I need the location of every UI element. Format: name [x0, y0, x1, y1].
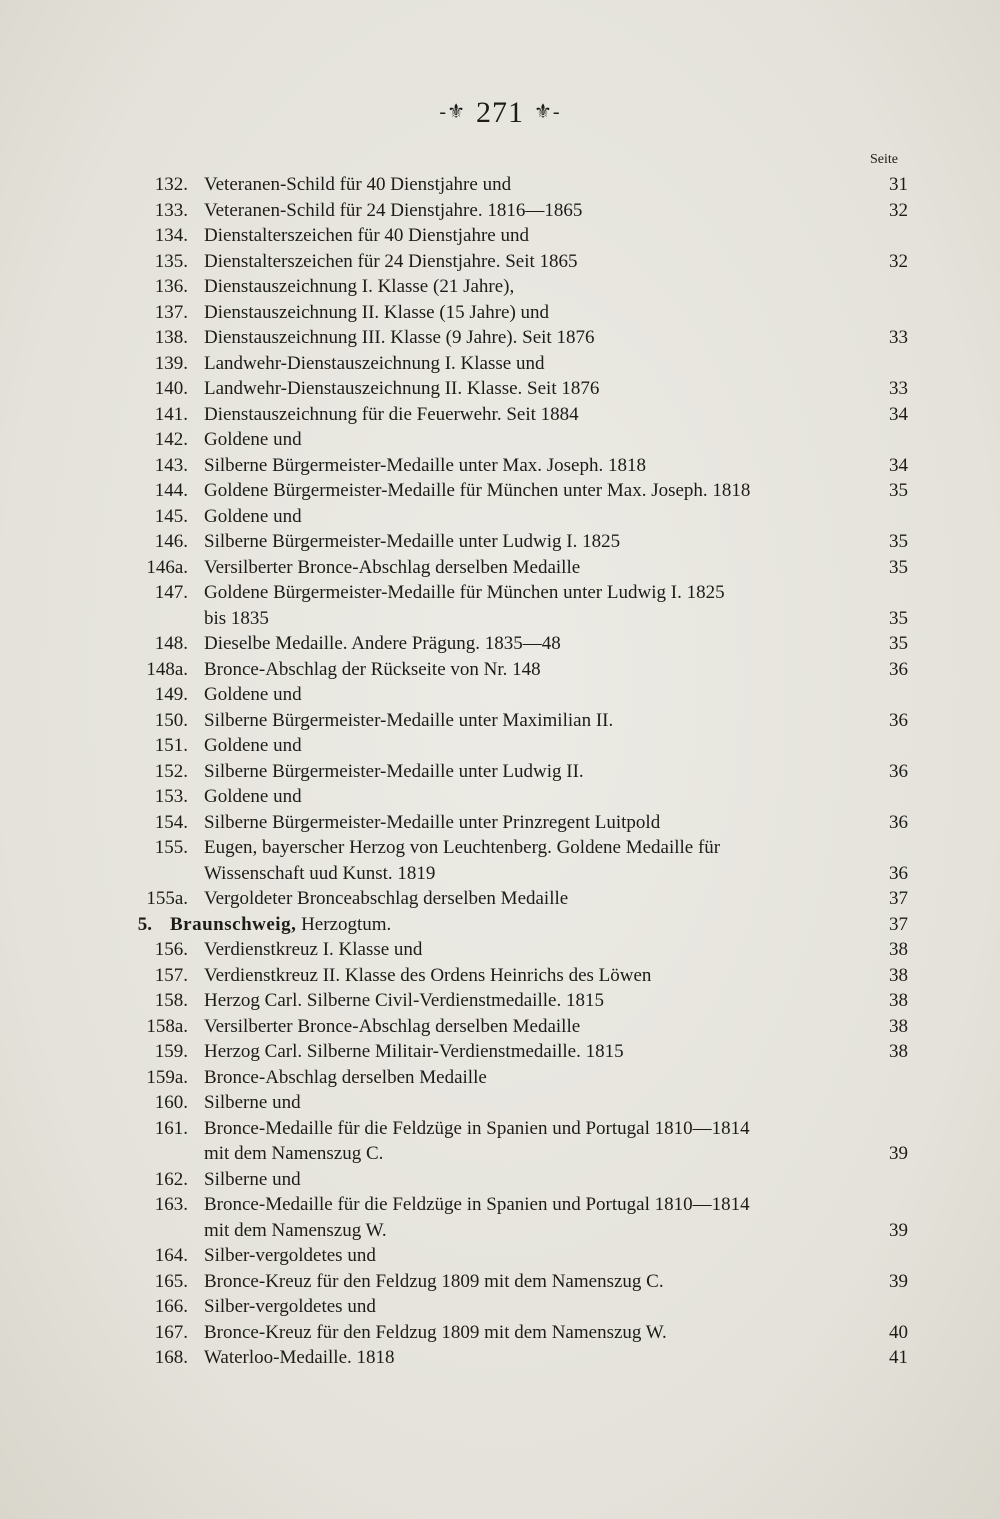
entry-number: 148a.	[146, 658, 188, 680]
ornament-left-icon: -⚜	[439, 101, 466, 123]
entry-number: 160.	[154, 1092, 188, 1113]
entry-title: Silberne Bürgermeister-Medaille unter Maximilian II.	[204, 709, 614, 731]
entry-title: Silberne Bürgermeister-Medaille unter Prinzregent Luitpold	[204, 811, 661, 833]
entry-page: 33	[889, 378, 908, 399]
index-entry	[0, 1243, 1000, 1269]
entry-title: Waterloo-Medaille. 1818	[204, 1347, 395, 1368]
entry-number: 136.	[154, 276, 188, 297]
entry-page: 31	[889, 174, 908, 195]
index-entry	[0, 351, 1000, 377]
index-entry	[0, 1192, 1000, 1218]
index-entry	[0, 657, 1000, 683]
entry-title: Dieselbe Medaille. Andere Prägung. 1835—48	[204, 633, 561, 654]
entry-title: Bronce-Abschlag derselben Medaille	[204, 1066, 487, 1088]
entry-title: Silberne und	[204, 1092, 301, 1113]
entry-number: 142.	[154, 429, 188, 450]
entry-title: Bronce-Medaille für die Feldzüge in Spanien und Portugal 1810—1814	[204, 1194, 750, 1215]
index-entry	[0, 1269, 1000, 1295]
index-entry	[0, 733, 1000, 759]
section-heading	[0, 912, 1000, 938]
entry-page: 38	[889, 1041, 908, 1062]
entry-title: Silberne Bürgermeister-Medaille unter Ludwig II.	[204, 760, 584, 782]
index-entry	[0, 1090, 1000, 1116]
index-entry	[0, 172, 1000, 198]
entry-number: 138.	[154, 327, 188, 348]
entry-title: Goldene und	[204, 684, 302, 705]
page-number	[0, 96, 1000, 130]
entry-title: Dienstalterszeichen für 24 Dienstjahre. Seit 1865	[204, 250, 578, 272]
entry-number: 149.	[154, 684, 188, 705]
index-entry	[0, 708, 1000, 734]
index-entry	[0, 606, 1000, 632]
entry-page: 35	[889, 556, 908, 578]
entry-page: 32	[889, 199, 908, 221]
entry-title: Goldene und	[204, 786, 302, 807]
index-entry	[0, 1167, 1000, 1193]
entry-page: 38	[889, 1015, 908, 1037]
entry-page: 32	[889, 250, 908, 272]
entry-number: 146a.	[146, 556, 188, 578]
entry-page: 39	[889, 1219, 908, 1241]
entry-number: 155a.	[146, 888, 188, 909]
index-entry	[0, 1014, 1000, 1040]
entry-page: 37	[889, 913, 908, 935]
index-entry	[0, 963, 1000, 989]
entry-title: Dienstalterszeichen für 40 Dienstjahre und	[204, 225, 529, 246]
entry-number: 165.	[154, 1270, 188, 1292]
index-entry	[0, 1320, 1000, 1346]
entry-number: 167.	[154, 1321, 188, 1343]
index-entry	[0, 1116, 1000, 1142]
entry-page: 41	[889, 1347, 908, 1368]
entry-title: Goldene und	[204, 505, 302, 527]
section-subtitle: Herzogtum.	[296, 913, 392, 935]
entry-title: Silberne Bürgermeister-Medaille unter Max. Joseph. 1818	[204, 454, 646, 476]
index-entry	[0, 580, 1000, 606]
entry-title: Versilberter Bronce-Abschlag derselben Medaille	[204, 556, 581, 578]
entry-number: 143.	[154, 454, 188, 476]
entry-title: Veteranen-Schild für 24 Dienstjahre. 1816—1865	[204, 199, 583, 221]
entry-page: 36	[889, 709, 908, 731]
entry-page: 39	[889, 1143, 908, 1164]
entry-title: Veteranen-Schild für 40 Dienstjahre und	[204, 174, 512, 195]
index-entry	[0, 1065, 1000, 1091]
entry-title: Herzog Carl. Silberne Civil-Verdienstmedaille. 1815	[204, 990, 604, 1011]
entry-number: 168.	[154, 1347, 188, 1368]
index-entry	[0, 810, 1000, 836]
entry-page: 39	[889, 1270, 908, 1292]
index-list	[0, 172, 1000, 1371]
entry-number: 135.	[154, 250, 188, 272]
entry-number: 157.	[154, 964, 188, 986]
entry-title: Dienstauszeichnung II. Klasse (15 Jahre) und	[204, 301, 550, 323]
entry-page: 33	[889, 327, 908, 348]
page-number-value: 271	[476, 96, 524, 129]
entry-number: 161.	[154, 1117, 188, 1139]
entry-number: 139.	[154, 352, 188, 374]
entry-page: 34	[889, 454, 908, 476]
entry-page: 35	[889, 480, 908, 501]
entry-title: Silber-vergoldetes und	[204, 1296, 376, 1317]
entry-number: 132.	[154, 174, 188, 195]
index-entry	[0, 504, 1000, 530]
entry-title: Landwehr-Dienstauszeichnung II. Klasse. Seit 1876	[204, 378, 600, 399]
index-entry	[0, 453, 1000, 479]
entry-page: 35	[889, 633, 908, 654]
entry-title: Silber-vergoldetes und	[204, 1245, 376, 1266]
index-entry	[0, 988, 1000, 1014]
entry-number: 158a.	[146, 1015, 188, 1037]
entry-page: 40	[889, 1321, 908, 1343]
index-entry	[0, 784, 1000, 810]
entry-title: Goldene und	[204, 735, 302, 756]
entry-page: 35	[889, 531, 908, 552]
entry-number: 147.	[154, 582, 188, 603]
entry-number: 137.	[154, 301, 188, 323]
index-entry	[0, 759, 1000, 785]
entry-title: Wissenschaft uud Kunst. 1819	[204, 862, 436, 884]
index-entry	[0, 300, 1000, 326]
entry-number: 159a.	[146, 1066, 188, 1088]
entry-number: 159.	[154, 1041, 188, 1062]
entry-title: Verdienstkreuz I. Klasse und	[204, 939, 423, 960]
ornament-right-icon: ⚜-	[534, 101, 561, 123]
entry-number: 141.	[154, 403, 188, 425]
index-entry	[0, 1294, 1000, 1320]
index-entry	[0, 325, 1000, 351]
entry-title: Dienstauszeichnung I. Klasse (21 Jahre),	[204, 276, 515, 297]
index-entry	[0, 835, 1000, 861]
entry-title: Bronce-Medaille für die Feldzüge in Spanien und Portugal 1810—1814	[204, 1117, 750, 1139]
entry-title: bis 1835	[204, 607, 269, 629]
index-entry	[0, 937, 1000, 963]
entry-number: 134.	[154, 225, 188, 246]
entry-page: 36	[889, 862, 908, 884]
entry-title	[170, 912, 391, 938]
entry-number: 144.	[154, 480, 188, 501]
entry-number: 166.	[154, 1296, 188, 1317]
index-entry	[0, 427, 1000, 453]
entry-number: 156.	[154, 939, 188, 960]
entry-title: Goldene und	[204, 429, 302, 450]
entry-page: 36	[889, 658, 908, 680]
entry-title: Herzog Carl. Silberne Militair-Verdienstmedaille. 1815	[204, 1041, 624, 1062]
index-entry	[0, 861, 1000, 887]
entry-page: 38	[889, 939, 908, 960]
index-entry	[0, 274, 1000, 300]
entry-number: 164.	[154, 1245, 188, 1266]
index-entry	[0, 682, 1000, 708]
seite-column-label: Seite	[870, 152, 898, 167]
entry-page: 34	[889, 403, 908, 425]
entry-page: 35	[889, 607, 908, 629]
entry-number: 154.	[154, 811, 188, 833]
entry-number: 145.	[154, 505, 188, 527]
entry-title: mit dem Namenszug C.	[204, 1143, 384, 1164]
index-entry	[0, 1345, 1000, 1371]
entry-title: Dienstauszeichnung für die Feuerwehr. Seit 1884	[204, 403, 579, 425]
entry-title: Bronce-Kreuz für den Feldzug 1809 mit dem Namenszug C.	[204, 1270, 664, 1292]
entry-title: Goldene Bürgermeister-Medaille für München unter Max. Joseph. 1818	[204, 480, 751, 501]
index-entry	[0, 555, 1000, 581]
entry-number: 5.	[137, 913, 152, 935]
index-entry	[0, 376, 1000, 402]
index-entry	[0, 402, 1000, 428]
index-entry	[0, 478, 1000, 504]
entry-page: 37	[889, 888, 908, 909]
entry-title: Vergoldeter Bronceabschlag derselben Medaille	[204, 888, 569, 909]
entry-number: 150.	[154, 709, 188, 731]
entry-page: 38	[889, 990, 908, 1011]
entry-number: 155.	[154, 837, 188, 858]
index-entry	[0, 886, 1000, 912]
entry-title: Goldene Bürgermeister-Medaille für München unter Ludwig I. 1825	[204, 582, 725, 603]
entry-number: 133.	[154, 199, 188, 221]
entry-title: Landwehr-Dienstauszeichnung I. Klasse und	[204, 352, 545, 374]
section-title: Braunschweig,	[170, 913, 297, 935]
index-entry	[0, 1141, 1000, 1167]
entry-number: 151.	[154, 735, 188, 756]
entry-number: 140.	[154, 378, 188, 399]
entry-title: Silberne und	[204, 1168, 301, 1190]
entry-number: 162.	[154, 1168, 188, 1190]
index-entry	[0, 249, 1000, 275]
entry-page: 38	[889, 964, 908, 986]
entry-title: Eugen, bayerscher Herzog von Leuchtenberg. Goldene Medaille für	[204, 837, 721, 858]
index-entry	[0, 1039, 1000, 1065]
entry-page: 36	[889, 811, 908, 833]
entry-title: Bronce-Kreuz für den Feldzug 1809 mit dem Namenszug W.	[204, 1321, 667, 1343]
entry-number: 158.	[154, 990, 188, 1011]
entry-number: 152.	[154, 760, 188, 782]
entry-number: 163.	[154, 1194, 188, 1215]
entry-number: 146.	[154, 531, 188, 552]
entry-title: Silberne Bürgermeister-Medaille unter Ludwig I. 1825	[204, 531, 621, 552]
index-entry	[0, 198, 1000, 224]
entry-number: 153.	[154, 786, 188, 807]
entry-title: mit dem Namenszug W.	[204, 1219, 387, 1241]
entry-number: 148.	[154, 633, 188, 654]
entry-title: Dienstauszeichnung III. Klasse (9 Jahre). Seit 1876	[204, 327, 595, 348]
entry-page: 36	[889, 760, 908, 782]
index-entry	[0, 1218, 1000, 1244]
entry-title: Versilberter Bronce-Abschlag derselben Medaille	[204, 1015, 581, 1037]
index-entry	[0, 631, 1000, 657]
index-entry	[0, 223, 1000, 249]
entry-title: Verdienstkreuz II. Klasse des Ordens Heinrichs des Löwen	[204, 964, 652, 986]
index-entry	[0, 529, 1000, 555]
entry-title: Bronce-Abschlag der Rückseite von Nr. 148	[204, 658, 541, 680]
